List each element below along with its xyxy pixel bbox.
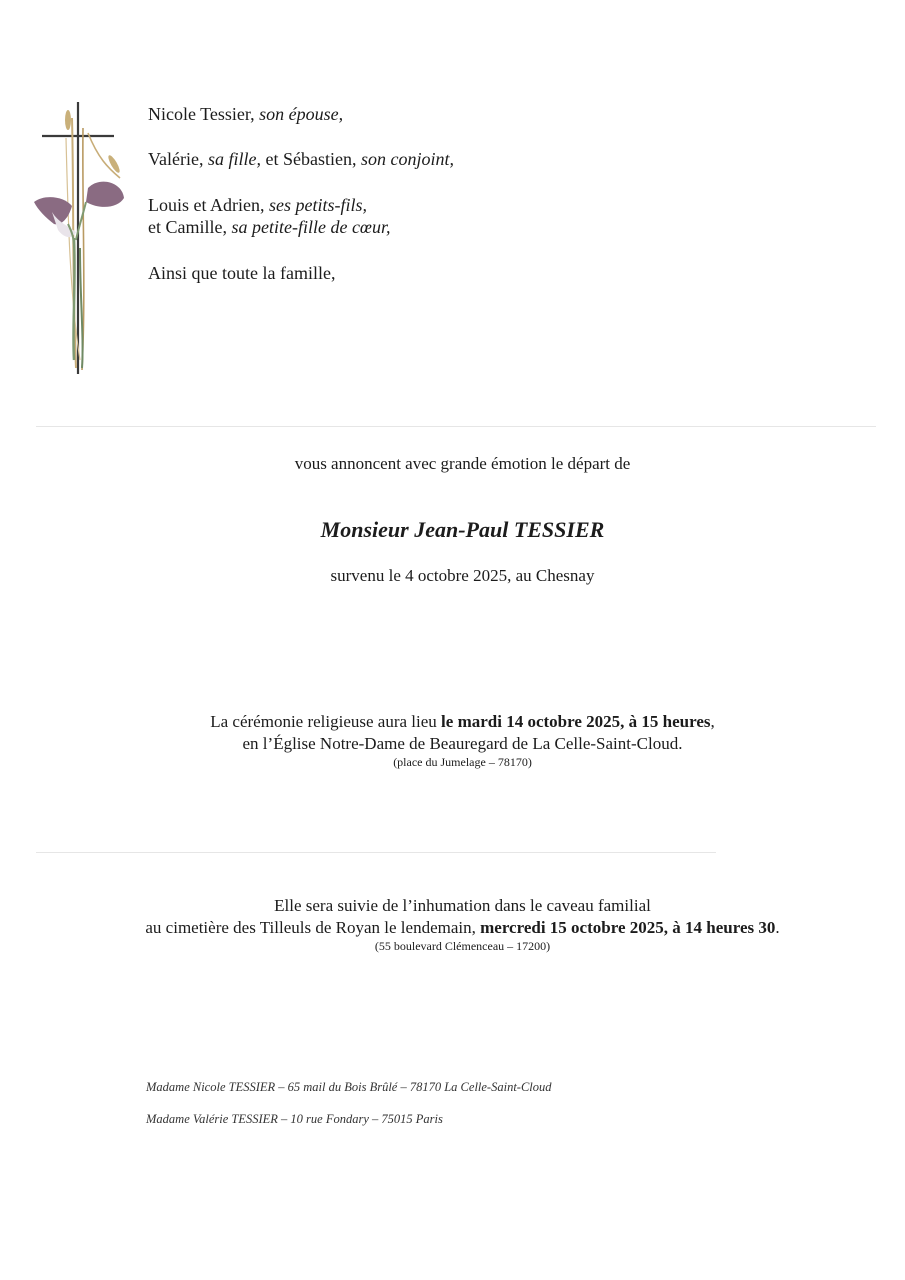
announcement-text: vous annoncent avec grande émotion le départ de <box>294 454 631 473</box>
family-role: ses petits-fils, <box>268 195 367 215</box>
burial-dot: . <box>775 918 780 937</box>
ceremony-line <box>10 712 905 732</box>
family-name: et Sébastien, <box>265 149 357 169</box>
family-role: son conjoint, <box>360 149 454 169</box>
family-line-granddaughter <box>148 216 390 238</box>
family-line-grandsons <box>148 194 367 216</box>
ceremony-intro: La cérémonie religieuse aura lieu <box>210 712 437 731</box>
family-role: son épouse, <box>259 104 344 124</box>
burial-line2 <box>10 918 905 938</box>
cross-with-calla-lily-icon <box>28 98 128 378</box>
ceremony-comma: , <box>710 712 715 731</box>
contact-address: Madame Nicole TESSIER – 65 mail du Bois Brûlé – 78170 La Celle-Saint-Cloud <box>146 1080 552 1094</box>
family-name: Louis et Adrien, <box>148 195 265 215</box>
deceased-name: Monsieur Jean-Paul TESSIER <box>320 517 605 542</box>
family-name: Nicole Tessier, <box>148 104 255 124</box>
burial-intro: au cimetière des Tilleuls de Royan le lendemain, <box>145 918 476 937</box>
family-line-daughter <box>148 148 454 170</box>
ceremony-address: (place du Jumelage – 78170) <box>393 755 532 769</box>
family-line-all: Ainsi que toute la famille, <box>148 263 336 283</box>
divider <box>36 852 716 853</box>
burial-address: (55 boulevard Clémenceau – 17200) <box>374 939 551 953</box>
family-name: et Camille, <box>148 217 227 237</box>
family-role: sa petite-fille de cœur, <box>231 217 391 237</box>
contact-address: Madame Valérie TESSIER – 10 rue Fondary – 75015 Paris <box>146 1112 443 1126</box>
family-name: Valérie, <box>148 149 204 169</box>
divider <box>36 426 876 427</box>
burial-when: mercredi 15 octobre 2025, à 14 heures 30 <box>480 918 776 937</box>
ceremony-when: le mardi 14 octobre 2025, à 15 heures <box>441 712 711 731</box>
death-note: survenu le 4 octobre 2025, au Chesnay <box>330 566 595 585</box>
family-line-spouse <box>148 103 343 125</box>
burial-line1: Elle sera suivie de l’inhumation dans le caveau familial <box>274 896 651 915</box>
ceremony-place: en l’Église Notre-Dame de Beauregard de La Celle-Saint-Cloud. <box>242 734 683 753</box>
family-role: sa fille, <box>207 149 261 169</box>
